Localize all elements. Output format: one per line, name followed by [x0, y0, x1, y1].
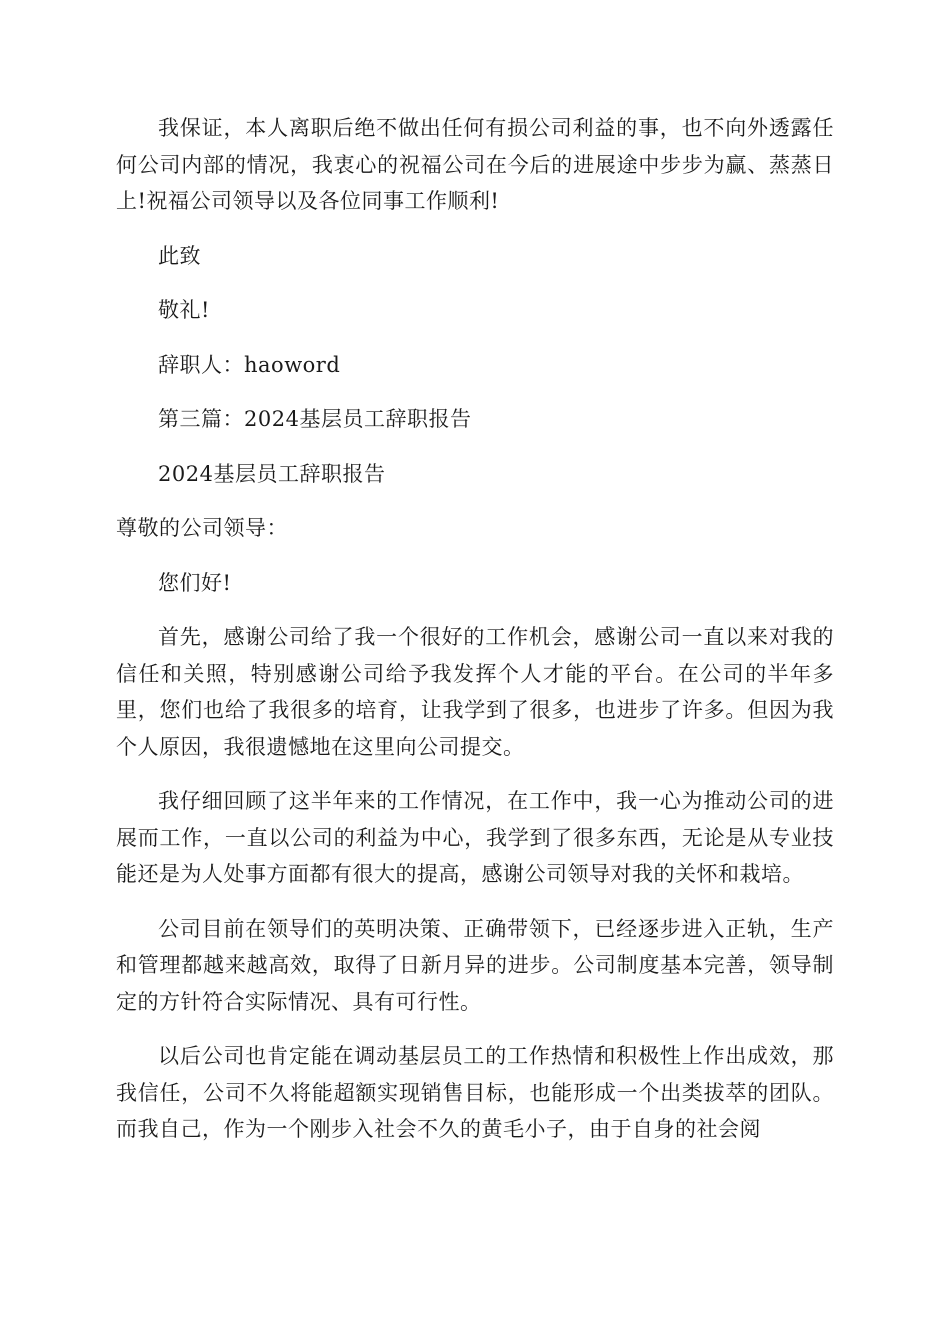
paragraph-review: 我仔细回顾了这半年来的工作情况，在工作中，我一心为推动公司的进展而工作，一直以公司的利益为中心，我学到了很多东西，无论是从专业技能还是为人处事方面都有很大的提高，感谢公司领导对我的关怀和栽培。 — [116, 789, 834, 886]
section-heading: 第三篇：2024基层员工辞职报告 — [158, 407, 472, 431]
paragraph-jingli: 敬礼! — [158, 298, 210, 322]
paragraph-signature: 辞职人：haoword — [158, 352, 341, 377]
report-title: 2024基层员工辞职报告 — [158, 461, 386, 486]
paragraph-company-status: 公司目前在领导们的英明决策、正确带领下，已经逐步进入正轨，生产和管理都越来越高效，取得了日新月异的进步。公司制度基本完善，领导制定的方针符合实际情况、具有可行性。 — [116, 916, 834, 1014]
paragraph-thanks: 首先，感谢公司给了我一个很好的工作机会，感谢公司一直以来对我的信任和关照，特别感谢公司给予我发挥个人才能的平台。在公司的半年多里，您们也给了我很多的培育，让我学到了很多，也进步了许多。但因为我个人原因，我很遗憾地在这里向公司提交。 — [116, 625, 834, 759]
document-body — [116, 110, 834, 1166]
salutation: 尊敬的公司领导： — [116, 516, 288, 540]
paragraph-future: 以后公司也肯定能在调动基层员工的工作热情和积极性上作出成效，那我信任，公司不久将能超额实现销售目标，也能形成一个出类拔萃的团队。而我自己，作为一个刚步入社会不久的黄毛小子，由于自身的社会阅 — [116, 1044, 834, 1141]
paragraph-guarantee: 我保证，本人离职后绝不做出任何有损公司利益的事，也不向外透露任何公司内部的情况，我衷心的祝福公司在今后的进展途中步步为赢、蒸蒸日上!祝福公司领导以及各位同事工作顺利! — [116, 116, 834, 213]
greeting: 您们好! — [158, 570, 232, 595]
paragraph-cizhi: 此致 — [158, 243, 201, 268]
